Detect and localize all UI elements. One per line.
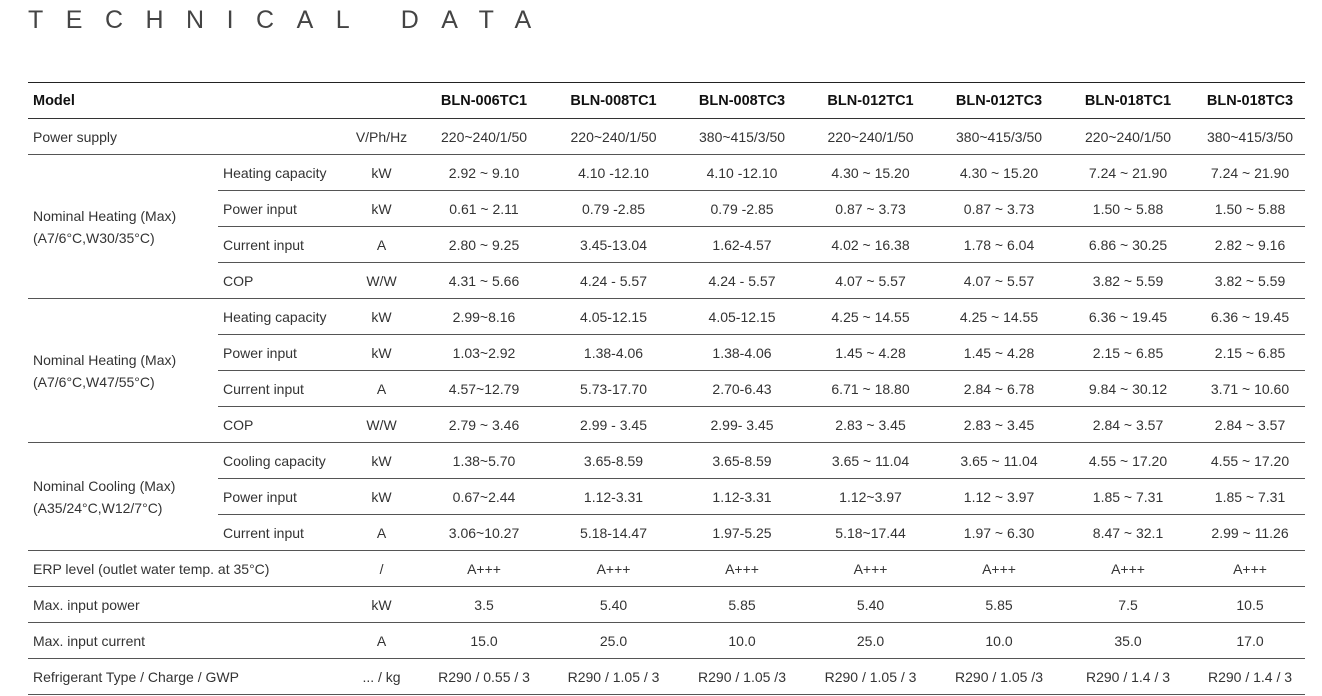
row-label: Power supply <box>28 119 342 155</box>
model-name: BLN-012TC3 <box>932 83 1061 119</box>
value-cell: 6.36 ~ 19.45 <box>1190 299 1305 335</box>
value-cell: 5.18~17.44 <box>804 515 932 551</box>
unit-cell: kW <box>342 479 416 515</box>
unit-cell: A <box>342 515 416 551</box>
value-cell: 380~415/3/50 <box>1190 119 1305 155</box>
value-cell: 1.50 ~ 5.88 <box>1190 191 1305 227</box>
value-cell: 4.25 ~ 14.55 <box>932 299 1061 335</box>
group-condition: (A7/6°C,W30/35°C) <box>33 229 155 246</box>
model-name: BLN-018TC1 <box>1061 83 1190 119</box>
unit-cell: V/Ph/Hz <box>342 119 416 155</box>
value-cell: 2.15 ~ 6.85 <box>1061 335 1190 371</box>
group-condition: (A7/6°C,W47/55°C) <box>33 373 155 390</box>
model-name: BLN-012TC1 <box>804 83 932 119</box>
value-cell: 1.12-3.31 <box>547 479 675 515</box>
value-cell: 380~415/3/50 <box>932 119 1061 155</box>
table-row <box>28 191 1305 227</box>
value-cell: 4.55 ~ 17.20 <box>1190 443 1305 479</box>
value-cell: 2.15 ~ 6.85 <box>1190 335 1305 371</box>
value-cell: 1.97 ~ 6.30 <box>932 515 1061 551</box>
model-name: BLN-018TC3 <box>1190 83 1305 119</box>
value-cell: 10.0 <box>932 623 1061 659</box>
table-row <box>28 407 1305 443</box>
value-cell: 4.05-12.15 <box>675 299 804 335</box>
row-label: COP <box>218 407 342 443</box>
value-cell: 1.97-5.25 <box>675 515 804 551</box>
value-cell: 3.5 <box>416 587 547 623</box>
value-cell: 4.25 ~ 14.55 <box>804 299 932 335</box>
row-label: Current input <box>218 515 342 551</box>
value-cell: 3.65-8.59 <box>547 443 675 479</box>
value-cell: 10.5 <box>1190 587 1305 623</box>
group-label: Nominal Heating (Max) <box>33 351 177 368</box>
value-cell: R290 / 1.05 /3 <box>932 659 1061 695</box>
value-cell: R290 / 0.55 / 3 <box>416 659 547 695</box>
model-name: BLN-008TC3 <box>675 83 804 119</box>
value-cell: 6.36 ~ 19.45 <box>1061 299 1190 335</box>
unit-cell: / <box>342 551 416 587</box>
table-row <box>28 551 1305 587</box>
group-label-cell <box>28 299 218 443</box>
unit-cell: ... / kg <box>342 659 416 695</box>
value-cell: 4.31 ~ 5.66 <box>416 263 547 299</box>
value-cell: 3.82 ~ 5.59 <box>1190 263 1305 299</box>
row-label: Power input <box>218 191 342 227</box>
value-cell: 4.10 -12.10 <box>675 155 804 191</box>
value-cell: 1.78 ~ 6.04 <box>932 227 1061 263</box>
unit-cell: A <box>342 371 416 407</box>
value-cell: 3.65 ~ 11.04 <box>932 443 1061 479</box>
unit-cell: A <box>342 623 416 659</box>
value-cell: 220~240/1/50 <box>416 119 547 155</box>
row-label: Refrigerant Type / Charge / GWP <box>28 659 342 695</box>
table-row <box>28 443 1305 479</box>
table-row <box>28 515 1305 551</box>
value-cell: 3.65-8.59 <box>675 443 804 479</box>
value-cell: 3.82 ~ 5.59 <box>1061 263 1190 299</box>
value-cell: 2.99~8.16 <box>416 299 547 335</box>
value-cell: 4.30 ~ 15.20 <box>804 155 932 191</box>
row-label: Current input <box>218 371 342 407</box>
value-cell: A+++ <box>547 551 675 587</box>
value-cell: 0.79 -2.85 <box>675 191 804 227</box>
group-label-cell <box>28 155 218 299</box>
value-cell: 0.61 ~ 2.11 <box>416 191 547 227</box>
value-cell: A+++ <box>1061 551 1190 587</box>
value-cell: 2.83 ~ 3.45 <box>932 407 1061 443</box>
value-cell: R290 / 1.05 / 3 <box>804 659 932 695</box>
value-cell: 4.24 - 5.57 <box>547 263 675 299</box>
value-cell: R290 / 1.4 / 3 <box>1190 659 1305 695</box>
value-cell: 4.02 ~ 16.38 <box>804 227 932 263</box>
table-row <box>28 623 1305 659</box>
value-cell: 1.12-3.31 <box>675 479 804 515</box>
value-cell: 2.99- 3.45 <box>675 407 804 443</box>
row-label: Cooling capacity <box>218 443 342 479</box>
value-cell: 3.06~10.27 <box>416 515 547 551</box>
value-cell: 8.47 ~ 32.1 <box>1061 515 1190 551</box>
model-name: BLN-006TC1 <box>416 83 547 119</box>
page-title: TECHNICAL DATA <box>28 6 554 34</box>
value-cell: 4.24 - 5.57 <box>675 263 804 299</box>
value-cell: 17.0 <box>1190 623 1305 659</box>
value-cell: 4.55 ~ 17.20 <box>1061 443 1190 479</box>
value-cell: 1.38-4.06 <box>547 335 675 371</box>
value-cell: 1.45 ~ 4.28 <box>932 335 1061 371</box>
row-label: Heating capacity <box>218 155 342 191</box>
row-label: Max. input power <box>28 587 342 623</box>
row-label: Power input <box>218 479 342 515</box>
unit-cell: kW <box>342 191 416 227</box>
value-cell: 2.84 ~ 3.57 <box>1061 407 1190 443</box>
unit-cell: W/W <box>342 407 416 443</box>
value-cell: 220~240/1/50 <box>804 119 932 155</box>
value-cell: 1.85 ~ 7.31 <box>1061 479 1190 515</box>
value-cell: 1.85 ~ 7.31 <box>1190 479 1305 515</box>
value-cell: 4.05-12.15 <box>547 299 675 335</box>
table-row <box>28 119 1305 155</box>
value-cell: 2.70-6.43 <box>675 371 804 407</box>
value-cell: R290 / 1.05 /3 <box>675 659 804 695</box>
value-cell: 2.80 ~ 9.25 <box>416 227 547 263</box>
table-row <box>28 227 1305 263</box>
value-cell: 25.0 <box>804 623 932 659</box>
model-header-label: Model <box>28 83 416 119</box>
table-row <box>28 587 1305 623</box>
table-row <box>28 371 1305 407</box>
value-cell: 7.5 <box>1061 587 1190 623</box>
row-label: Heating capacity <box>218 299 342 335</box>
unit-cell: kW <box>342 335 416 371</box>
table-row <box>28 479 1305 515</box>
value-cell: 2.84 ~ 6.78 <box>932 371 1061 407</box>
value-cell: 5.73-17.70 <box>547 371 675 407</box>
value-cell: 1.62-4.57 <box>675 227 804 263</box>
value-cell: 1.50 ~ 5.88 <box>1061 191 1190 227</box>
value-cell: 1.03~2.92 <box>416 335 547 371</box>
value-cell: 4.30 ~ 15.20 <box>932 155 1061 191</box>
value-cell: 2.83 ~ 3.45 <box>804 407 932 443</box>
value-cell: R290 / 1.4 / 3 <box>1061 659 1190 695</box>
value-cell: 4.07 ~ 5.57 <box>932 263 1061 299</box>
value-cell: 1.12~3.97 <box>804 479 932 515</box>
value-cell: 9.84 ~ 30.12 <box>1061 371 1190 407</box>
value-cell: A+++ <box>416 551 547 587</box>
unit-cell: kW <box>342 587 416 623</box>
value-cell: 0.79 -2.85 <box>547 191 675 227</box>
group-label: Nominal Heating (Max) <box>33 207 177 224</box>
table-row <box>28 155 1305 191</box>
value-cell: 3.65 ~ 11.04 <box>804 443 932 479</box>
value-cell: 6.71 ~ 18.80 <box>804 371 932 407</box>
value-cell: 4.07 ~ 5.57 <box>804 263 932 299</box>
value-cell: R290 / 1.05 / 3 <box>547 659 675 695</box>
value-cell: 25.0 <box>547 623 675 659</box>
value-cell: 35.0 <box>1061 623 1190 659</box>
table-row <box>28 335 1305 371</box>
value-cell: 5.18-14.47 <box>547 515 675 551</box>
value-cell: A+++ <box>1190 551 1305 587</box>
model-name: BLN-008TC1 <box>547 83 675 119</box>
value-cell: A+++ <box>804 551 932 587</box>
row-label: ERP level (outlet water temp. at 35°C) <box>28 551 342 587</box>
value-cell: 1.38~5.70 <box>416 443 547 479</box>
unit-cell: kW <box>342 443 416 479</box>
table-row <box>28 263 1305 299</box>
value-cell: 2.92 ~ 9.10 <box>416 155 547 191</box>
value-cell: 5.40 <box>547 587 675 623</box>
row-label: COP <box>218 263 342 299</box>
value-cell: 2.99 - 3.45 <box>547 407 675 443</box>
row-label: Power input <box>218 335 342 371</box>
table-row <box>28 659 1305 695</box>
value-cell: 2.84 ~ 3.57 <box>1190 407 1305 443</box>
value-cell: 380~415/3/50 <box>675 119 804 155</box>
value-cell: 4.10 -12.10 <box>547 155 675 191</box>
value-cell: 1.45 ~ 4.28 <box>804 335 932 371</box>
value-cell: 2.79 ~ 3.46 <box>416 407 547 443</box>
value-cell: 10.0 <box>675 623 804 659</box>
value-cell: 5.40 <box>804 587 932 623</box>
value-cell: 3.71 ~ 10.60 <box>1190 371 1305 407</box>
value-cell: 0.87 ~ 3.73 <box>804 191 932 227</box>
unit-cell: kW <box>342 299 416 335</box>
value-cell: 220~240/1/50 <box>1061 119 1190 155</box>
value-cell: 2.99 ~ 11.26 <box>1190 515 1305 551</box>
value-cell: 1.38-4.06 <box>675 335 804 371</box>
technical-data-table <box>28 82 1305 695</box>
value-cell: 4.57~12.79 <box>416 371 547 407</box>
value-cell: 2.82 ~ 9.16 <box>1190 227 1305 263</box>
value-cell: 3.45-13.04 <box>547 227 675 263</box>
header-row <box>28 83 1305 119</box>
value-cell: 5.85 <box>932 587 1061 623</box>
table-row <box>28 299 1305 335</box>
value-cell: 7.24 ~ 21.90 <box>1061 155 1190 191</box>
row-label: Max. input current <box>28 623 342 659</box>
value-cell: 7.24 ~ 21.90 <box>1190 155 1305 191</box>
value-cell: 5.85 <box>675 587 804 623</box>
group-label-cell <box>28 443 218 551</box>
value-cell: 6.86 ~ 30.25 <box>1061 227 1190 263</box>
value-cell: A+++ <box>675 551 804 587</box>
value-cell: 0.87 ~ 3.73 <box>932 191 1061 227</box>
value-cell: 0.67~2.44 <box>416 479 547 515</box>
value-cell: 15.0 <box>416 623 547 659</box>
group-condition: (A35/24°C,W12/7°C) <box>33 499 163 516</box>
value-cell: 1.12 ~ 3.97 <box>932 479 1061 515</box>
unit-cell: kW <box>342 155 416 191</box>
row-label: Current input <box>218 227 342 263</box>
value-cell: 220~240/1/50 <box>547 119 675 155</box>
unit-cell: W/W <box>342 263 416 299</box>
group-label: Nominal Cooling (Max) <box>33 477 176 494</box>
unit-cell: A <box>342 227 416 263</box>
value-cell: A+++ <box>932 551 1061 587</box>
